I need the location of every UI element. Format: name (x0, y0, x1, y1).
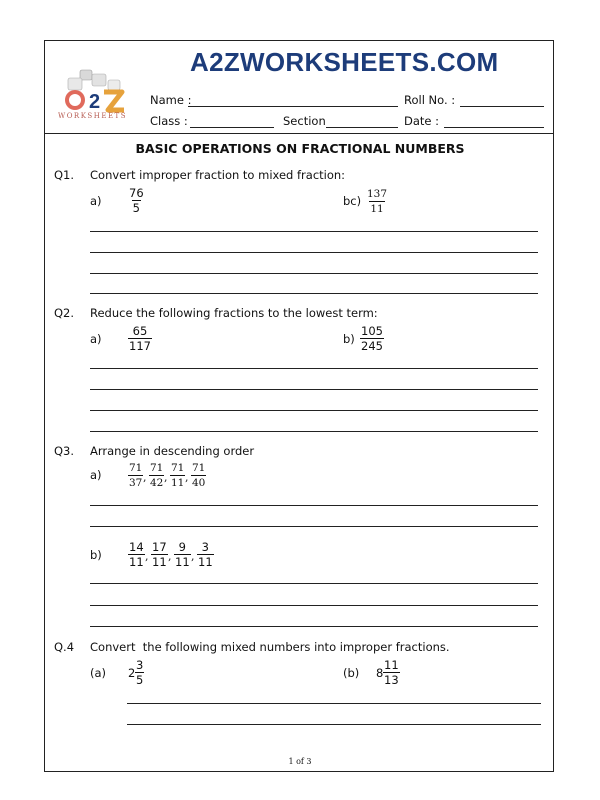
q4-a-whole: 2 (128, 666, 136, 680)
denominator: 42 (150, 477, 164, 489)
q2-number: Q2. (54, 306, 75, 320)
q4-number: Q.4 (54, 640, 75, 654)
q1-b-label: bc) (343, 194, 362, 208)
name-label: Name : (150, 93, 192, 107)
class-field[interactable] (190, 127, 274, 128)
q4-b-fraction (383, 659, 400, 687)
denominator: 11 (175, 555, 190, 569)
q2-b-label: b) (343, 332, 355, 346)
q2-answer-line[interactable] (90, 368, 538, 369)
q1-answer-line[interactable] (90, 231, 538, 232)
site-title: A2ZWORKSHEETS.COM (190, 47, 499, 77)
denominator: 11 (171, 477, 185, 489)
numerator: 137 (367, 188, 388, 200)
fraction (170, 462, 185, 490)
q1-text: Convert improper fraction to mixed fraction: (90, 168, 346, 182)
header-divider (44, 133, 554, 134)
fraction (149, 462, 164, 490)
q2-a-label: a) (90, 332, 102, 346)
q4-b-whole: 8 (376, 666, 384, 680)
q3-answer-line[interactable] (90, 505, 538, 506)
q1-answer-line[interactable] (90, 273, 538, 274)
numerator: 14 (129, 540, 144, 554)
fraction (174, 541, 191, 569)
q1-number: Q1. (54, 168, 75, 182)
numerator: 71 (171, 462, 185, 474)
svg-text:2: 2 (89, 91, 101, 113)
numerator: 71 (192, 462, 206, 474)
q3-a-label: a) (90, 468, 102, 482)
date-field[interactable] (444, 127, 544, 128)
denominator: 40 (192, 477, 206, 489)
q1-a-label: a) (90, 194, 102, 208)
q1-a-fraction (128, 187, 145, 215)
denominator: 11 (198, 555, 213, 569)
q2-answer-line[interactable] (90, 389, 538, 390)
denominator: 11 (370, 203, 384, 215)
q4-a-label: (a) (90, 666, 107, 680)
q3-answer-line[interactable] (90, 526, 538, 527)
roll-label: Roll No. : (404, 93, 456, 107)
q4-a-fraction (135, 659, 144, 687)
numerator: 71 (150, 462, 164, 474)
name-field[interactable] (188, 106, 398, 107)
q2-answer-line[interactable] (90, 431, 538, 432)
date-label: Date : (404, 114, 440, 128)
q3-b-label: b) (90, 548, 102, 562)
q3-answer-line[interactable] (90, 605, 538, 606)
logo-tagline: WORKSHEETS (58, 112, 128, 120)
separator-comma: , (191, 550, 195, 563)
q3-number: Q3. (54, 444, 75, 458)
fraction (197, 541, 214, 569)
separator-comma: , (168, 550, 172, 563)
denominator: 245 (361, 339, 383, 353)
q1-answer-line[interactable] (90, 293, 538, 294)
worksheet-title: BASIC OPERATIONS ON FRACTIONAL NUMBERS (135, 141, 465, 156)
class-label: Class : (150, 114, 188, 128)
q2-b-fraction (360, 325, 384, 353)
numerator: 76 (129, 186, 144, 200)
numerator: 105 (361, 324, 383, 338)
roll-field[interactable] (460, 106, 544, 107)
denominator: 11 (129, 555, 144, 569)
denominator: 5 (132, 201, 140, 215)
q3-answer-line[interactable] (90, 583, 538, 584)
fraction (191, 462, 206, 490)
denominator: 13 (384, 673, 399, 687)
fraction (128, 541, 145, 569)
numerator: 71 (129, 462, 143, 474)
fraction (128, 462, 143, 490)
q3-answer-line[interactable] (90, 626, 538, 627)
denominator: 5 (136, 673, 144, 687)
section-field[interactable] (326, 127, 398, 128)
numerator: 3 (136, 658, 144, 672)
numerator: 9 (178, 540, 186, 554)
numerator: 17 (152, 540, 167, 554)
numerator: 11 (384, 658, 399, 672)
q2-text: Reduce the following fractions to the lowest term: (90, 306, 378, 320)
q1-b-fraction (366, 188, 388, 216)
section-label: Section (283, 114, 326, 128)
q4-answer-line[interactable] (127, 703, 541, 704)
page-number: 1 of 3 (288, 757, 312, 766)
q2-answer-line[interactable] (90, 410, 538, 411)
denominator: 11 (152, 555, 167, 569)
q4-answer-line[interactable] (127, 724, 541, 725)
denominator: 117 (129, 339, 151, 353)
numerator: 65 (132, 324, 148, 338)
q1-answer-line[interactable] (90, 252, 538, 253)
separator-comma: , (185, 471, 189, 484)
separator-comma: , (164, 471, 168, 484)
numerator: 3 (201, 540, 209, 554)
q2-a-fraction (128, 325, 152, 353)
q3-text: Arrange in descending order (90, 444, 255, 458)
separator-comma: , (143, 471, 147, 484)
q4-b-label: (b) (343, 666, 360, 680)
q4-text: Convert the following mixed numbers into improper fractions. (90, 640, 450, 654)
separator-comma: , (145, 550, 149, 563)
fraction (151, 541, 168, 569)
denominator: 37 (129, 477, 143, 489)
